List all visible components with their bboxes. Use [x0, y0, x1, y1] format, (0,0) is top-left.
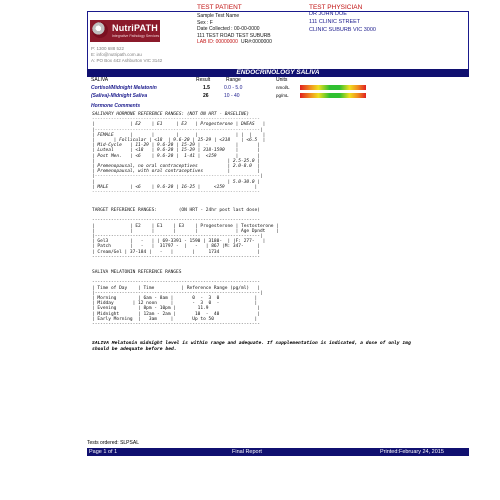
contact-address: A: PO Box 442 Ashburton VIC 3142: [91, 58, 163, 63]
range-bar: [300, 93, 366, 98]
col-result: Result: [196, 77, 211, 83]
section-title: ENDOCRINOLOGY SALIVA: [87, 69, 469, 77]
physician-suburb: CLINIC SUBURB VIC 3000: [309, 27, 376, 33]
printed-date: Printed:February 24, 2015: [380, 449, 444, 455]
contact-email: E: info@nutripath.com.au: [91, 52, 142, 57]
logo-subtitle: Integrative Pathology Services: [112, 34, 160, 38]
report-footer: [87, 448, 469, 456]
result-range: 0.0 - 5.0: [224, 85, 243, 91]
result-value: 26: [203, 93, 209, 99]
target-reference-table: TARGET REFERENCE RANGES: (ON HRT - 24hr post last dose) -------------------------------------------------------------- | | E2 | E1 | E3 | Progesterone | Testosterone | | | | | | | Age Dpndt | |-------------------------------------------------------------| | Gel3 | - | | 69-3391 - 1590 | 3180- | |F: 277- | | Patch | - | 31797 - | - | 867 |M: 347- | | Cream/Gel | 37-184 | - | | 1734 | --------------------------------------------------------------: [92, 208, 279, 260]
date-collected: Date Collected : 00-00-0000: [197, 26, 260, 32]
physician-street: 111 CLINIC STREET: [309, 19, 361, 25]
result-unit: nmol/L: [276, 85, 290, 90]
result-name: Cortisol/Midnight Melatonin: [91, 85, 157, 91]
logo-brand: NutriPATH: [112, 23, 158, 33]
melatonin-reference-table: SALIVA MELATONIN REFERENCE RANGES -------------------------------------------------------------- | Time of Day | Time | Reference Range (pg/ml) | |-------------------------------------------------------------| | Morning | 6am - 8am | 0 - 3 0 | | Midday | 12 noon | - 3 0 - | | Evening | 8pm - 10pm | 11.9 | | Midnight | 12am - 2am | 10 - 40 | | Early Morning | 3am | Up to 50 | --------------------------------------------------------------: [92, 270, 263, 328]
result-unit: pg/mL: [276, 93, 289, 98]
hormone-comments-label: Hormone Comments: [91, 103, 141, 109]
patient-sex: Sex : F: [197, 19, 213, 26]
ur-number: UR#:0000000: [241, 39, 272, 45]
patient-name: Sample Test Name: [197, 13, 240, 19]
result-name: (Saliva)-Midnight Saliva: [91, 93, 148, 99]
report-type: Final Report: [232, 449, 262, 455]
range-bar: [300, 85, 366, 90]
page-number: Page 1 of 1: [89, 449, 118, 455]
col-test: SALIVA: [91, 77, 109, 83]
col-range: Range: [226, 77, 241, 83]
result-value: 1.5: [203, 85, 210, 91]
col-units: Units: [276, 77, 288, 83]
salivary-reference-table: SALIVARY HORMONE REFERENCE RANGES: (NOT ON HRT - BASELINE) -------------------------------------------------------------- | | E2 | E1 | E3 | Progesterone | DHEAS | |-------------------------------------------------------------| | FEMALE | | | | | | | | | | Follicular | <18 | 9.6-20 | 15-29 | <318 | <6.5 | | Mid-Cycle | 11-29 | 9.6-20 | 15-29 | - | | | Luteal | <18 | 9.6-20 | 15-29 | 318-1590 | | | Post Men. | <6 | 9.6-20 | 1-41 | <159 | | | | 2.5-25.0 | | Premenopausal, no oral contraceptives | 2.0-8.0 | | Premenopausal, with oral contraceptives | | |-------------------------------------------------------------| | | 5.0-30.0 | | MALE | <6 | 9.6-20 | 16-25 | <159 | --------------------------------------------------------------: [92, 112, 266, 196]
lab-id: LAB ID: 00000000: [197, 39, 238, 45]
result-range: 10 - 40: [224, 93, 240, 99]
test-physician-label: TEST PHYSICIAN: [309, 4, 363, 11]
physician-name: DR JOHN DOE: [309, 11, 347, 17]
contact-phone: P: 1300 688 522: [91, 46, 125, 51]
test-patient-label: TEST PATIENT: [197, 4, 242, 11]
melatonin-note: SALIVA Melatonin midnight level is within range and adequate. If supplementation is indicated, a dose of only 1mg should be adequate before bed.: [92, 341, 411, 352]
patient-address: 111 TEST ROAD TEST SUBURB: [197, 32, 271, 39]
logo-emblem-icon: [92, 22, 108, 38]
tests-ordered: Tests ordered: SLPSAL: [87, 440, 139, 446]
